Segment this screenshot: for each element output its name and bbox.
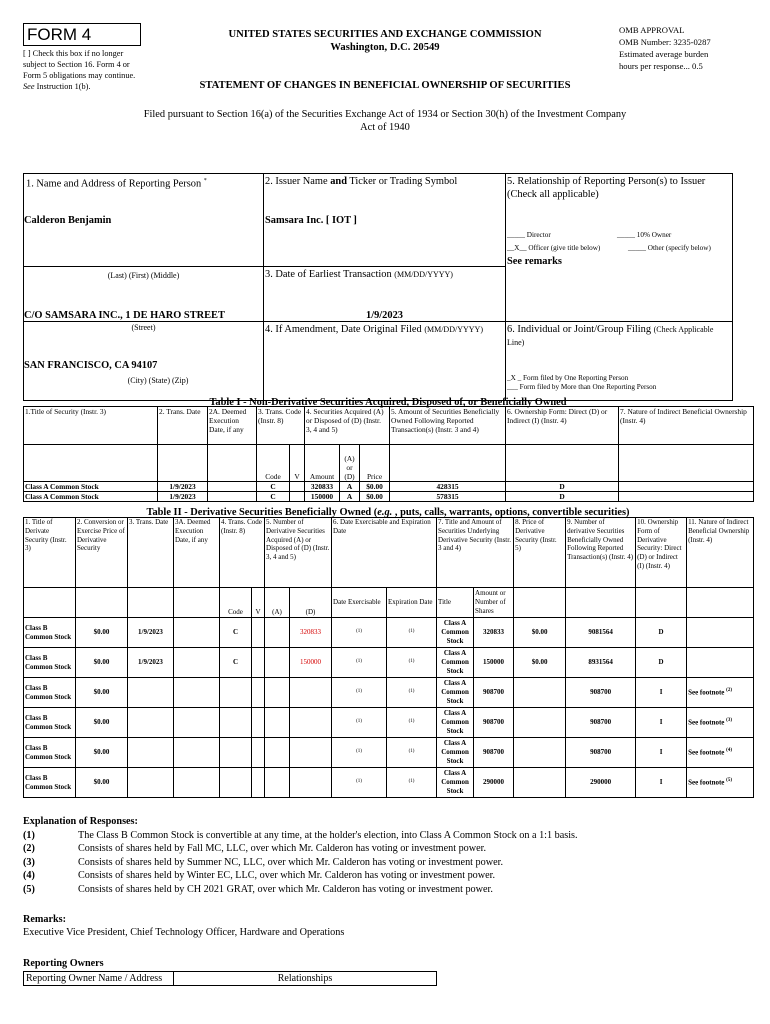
t2-r0-form: D — [636, 618, 687, 648]
box4-label — [265, 323, 483, 336]
t2-r0-ex: (1) — [332, 618, 387, 648]
t2-h5: 5. Number of Derivative Securities Acquired (A) or Disposed of (D) (Instr. 3, 4 and 5) — [265, 518, 332, 588]
table-row — [24, 618, 754, 648]
t1-r1-code: C — [257, 492, 290, 502]
footnote-text: The Class B Common Stock is convertible at any time, at the holder's election, into Class A Common Stock on a 1:1 basis. — [78, 829, 578, 841]
t2-r5-u-title: Class A Common Stock — [437, 768, 474, 798]
t1-h6: 6. Ownership Form: Direct (D) or Indirect (I) (Instr. 4) — [506, 407, 619, 445]
t2-r5-title: Class B Common Stock — [24, 768, 76, 798]
explanation-of-responses — [23, 815, 753, 897]
t1-r1-title: Class A Common Stock — [24, 492, 158, 502]
other-option[interactable]: _____ Other (specify below) — [628, 244, 711, 252]
table-row — [24, 678, 754, 708]
remarks-section — [23, 913, 723, 939]
footnote-text: Consists of shares held by Winter EC, LLC, over which Mr. Calderon has voting or investment power. — [78, 870, 496, 882]
t2-r0-code: C — [220, 618, 252, 648]
checkbox-note-text: [ ] Check this box if no longer subject to Section 16. Form 4 or Form 5 obligations may continue. — [23, 49, 136, 80]
t2-r1-nature — [687, 648, 754, 678]
box6-label-text: 6. Individual or Joint/Group Filing — [507, 324, 652, 335]
t2-h2: 2. Conversion or Exercise Price of Derivative Security — [76, 518, 128, 588]
filed-pursuant: Filed pursuant to Section 16(a) of the Securities Exchange Act of 1934 or Section 30(h) of the Investment Company Act of 1940 — [143, 109, 627, 133]
t2-r1-owned: 8931564 — [566, 648, 636, 678]
officer-option[interactable]: __X__ Officer (give title below) — [507, 244, 601, 252]
t1-r0-price: $0.00 — [360, 482, 390, 492]
t2-r2-nature-text: See footnote — [688, 688, 725, 697]
t1-r1-amount: 150000 — [305, 492, 340, 502]
t2-r5-price8 — [514, 768, 566, 798]
t2-r3-nature-text: See footnote — [688, 718, 725, 727]
t2-r2-date — [128, 678, 174, 708]
t2-r2-owned: 908700 — [566, 678, 636, 708]
remarks-title: Remarks: — [23, 914, 67, 925]
reporting-owner-col2: Relationships — [174, 972, 437, 986]
box5-label — [507, 175, 731, 201]
t2-r4-price8 — [514, 738, 566, 768]
t2-h11: 11. Nature of Indirect Beneficial Ownership (Instr. 4) — [687, 518, 754, 588]
t2-h3: 3. Trans. Date — [128, 518, 174, 588]
footnote-number: (3) — [23, 856, 35, 868]
t1-r1-ad: A — [340, 492, 360, 502]
reporting-owners-table — [23, 971, 437, 986]
table-row — [24, 492, 754, 502]
box2-label-a: 2. Issuer Name — [265, 176, 331, 187]
t2-sub-expiration: Expiration Date — [387, 588, 437, 618]
box2-label — [265, 175, 457, 188]
earliest-date: 1/9/2023 — [366, 310, 403, 321]
omb-approval — [619, 24, 769, 72]
t2-r0-u-amount: 320833 — [474, 618, 514, 648]
t2-r4-nature-footnote[interactable]: (4) — [726, 748, 733, 754]
t1-r0-ad: A — [340, 482, 360, 492]
box1-label — [26, 175, 207, 190]
footnote-row — [23, 883, 753, 897]
t1-r1-owned: 578315 — [390, 492, 506, 502]
t1-r0-owned: 428315 — [390, 482, 506, 492]
t2-r2-price: $0.00 — [76, 678, 128, 708]
footnote-text: Consists of shares held by CH 2021 GRAT, over which Mr. Calderon has voting or investment power. — [78, 883, 493, 895]
t1-sub-price: Price — [360, 445, 390, 482]
t2-r0-price8: $0.00 — [514, 618, 566, 648]
t1-r0-code: C — [257, 482, 290, 492]
t2-r1-form: D — [636, 648, 687, 678]
t2-r4-exp: (1) — [387, 738, 437, 768]
t2-r4-d — [290, 738, 332, 768]
t2-h7: 7. Title and Amount of Securities Underlying Derivative Security (Instr. 3 and 4) — [437, 518, 514, 588]
filing-more-persons[interactable]: ___ Form filed by More than One Reporting Person — [507, 383, 657, 391]
statement-title: STATEMENT OF CHANGES IN BENEFICIAL OWNERSHIP OF SECURITIES — [199, 80, 571, 91]
t2-r3-form: I — [636, 708, 687, 738]
form-label: FORM 4 — [23, 23, 141, 46]
box3-label — [265, 268, 453, 281]
t2-r1-exp: (1) — [387, 648, 437, 678]
footnote-row — [23, 869, 753, 883]
t2-sub-a: (A) — [265, 588, 290, 618]
omb-title: OMB APPROVAL — [619, 25, 685, 35]
see-remarks: See remarks — [507, 256, 562, 267]
t2-r5-form: I — [636, 768, 687, 798]
table-row — [24, 768, 754, 798]
t2-r4-date — [128, 738, 174, 768]
reporting-person-name: Calderon Benjamin — [24, 215, 112, 226]
box1-divider-1 — [23, 266, 264, 267]
footnote-number: (2) — [23, 843, 35, 855]
t2-r4-nature-text: See footnote — [688, 748, 725, 757]
t2-r0-nature — [687, 618, 754, 648]
reporting-owners-title: Reporting Owners — [23, 958, 104, 969]
t2-r1-price8: $0.00 — [514, 648, 566, 678]
checkbox-note-suffix: Instruction 1(b). — [34, 82, 91, 91]
t2-h8: 8. Price of Derivative Security (Instr. 5) — [514, 518, 566, 588]
box3-label-small: (MM/DD/YYYY) — [394, 270, 453, 279]
t2-r3-u-title: Class A Common Stock — [437, 708, 474, 738]
t2-r4-u-amount: 908700 — [474, 738, 514, 768]
t2-r5-nature-text: See footnote — [688, 778, 725, 787]
t2-r1-u-title: Class A Common Stock — [437, 648, 474, 678]
t2-r2-d — [290, 678, 332, 708]
box1-label-text: 1. Name and Address of Reporting Person — [26, 178, 202, 190]
t2-r1-d: 150000 — [290, 648, 332, 678]
sec-line2: Washington, D.C. 20549 — [330, 42, 440, 53]
box6-label-small: (Check Applicable Line) — [507, 325, 714, 347]
t2-r5-nature-footnote[interactable]: (5) — [726, 778, 733, 784]
t2-r2-price8 — [514, 678, 566, 708]
t2-r0-title: Class B Common Stock — [24, 618, 76, 648]
footnote-number: (5) — [23, 883, 35, 895]
footnote-text: Consists of shares held by Fall MC, LLC, over which Mr. Calderon has voting or investment power. — [78, 843, 487, 855]
t2-r4-owned: 908700 — [566, 738, 636, 768]
t2-r1-code: C — [220, 648, 252, 678]
table2-caption-eg: e.g. — [377, 507, 393, 518]
box2-label-b: Ticker or Trading Symbol — [346, 176, 458, 187]
t2-r5-price: $0.00 — [76, 768, 128, 798]
t2-r5-ex: (1) — [332, 768, 387, 798]
t2-r4-form: I — [636, 738, 687, 768]
footnote-row — [23, 842, 753, 856]
t2-r3-price8 — [514, 708, 566, 738]
t2-r2-title: Class B Common Stock — [24, 678, 76, 708]
t2-r3-date — [128, 708, 174, 738]
t2-r3-nature-footnote[interactable]: (3) — [726, 718, 733, 724]
table-row — [24, 648, 754, 678]
t1-r1-date: 1/9/2023 — [158, 492, 208, 502]
table2 — [23, 517, 754, 798]
t2-r4-code — [220, 738, 252, 768]
t2-r5-exp: (1) — [387, 768, 437, 798]
t2-r1-price: $0.00 — [76, 648, 128, 678]
ten-pct-owner-option[interactable]: _____ 10% Owner — [617, 231, 672, 239]
t2-h1: 1. Title of Derivate Security (Instr. 3) — [24, 518, 76, 588]
reporting-street: C/O SAMSARA INC., 1 DE HARO STREET — [24, 310, 225, 321]
box5-label-line2: (Check all applicable) — [507, 189, 599, 200]
t2-r1-ex: (1) — [332, 648, 387, 678]
t2-r0-date: 1/9/2023 — [128, 618, 174, 648]
t2-sub-title: Title — [437, 588, 474, 618]
table2-caption-a: Table II - Derivative Securities Beneficially Owned ( — [146, 507, 378, 518]
footnote-row — [23, 856, 753, 870]
box6-label — [507, 323, 731, 349]
t2-r2-nature — [687, 678, 754, 708]
t2-r2-nature-footnote[interactable]: (2) — [726, 688, 733, 694]
t2-r3-price: $0.00 — [76, 708, 128, 738]
t2-r4-ex: (1) — [332, 738, 387, 768]
t2-sub-amount: Amount or Number of Shares — [474, 588, 514, 618]
t1-r0-form: D — [506, 482, 619, 492]
table1 — [23, 406, 754, 502]
t2-r3-code — [220, 708, 252, 738]
t2-r2-code — [220, 678, 252, 708]
t1-r0-title: Class A Common Stock — [24, 482, 158, 492]
t2-r4-u-title: Class A Common Stock — [437, 738, 474, 768]
box1-label-mark: * — [203, 178, 207, 184]
table2-caption-b: , puts, calls, warrants, options, convertible securities) — [392, 507, 630, 518]
name-caption: (Last) (First) (Middle) — [107, 271, 180, 280]
box4-label-small: (MM/DD/YYYY) — [424, 325, 483, 334]
explanation-title: Explanation of Responses: — [23, 816, 138, 827]
t2-r4-price: $0.00 — [76, 738, 128, 768]
t2-r1-date: 1/9/2023 — [128, 648, 174, 678]
omb-burden2: hours per response... 0.5 — [619, 61, 703, 71]
t1-h7: 7. Nature of Indirect Beneficial Ownership (Instr. 4) — [619, 407, 754, 445]
t2-h3a: 3A. Deemed Execution Date, if any — [174, 518, 220, 588]
city-caption: (City) (State) (Zip) — [127, 376, 189, 385]
t2-r0-d: 320833 — [290, 618, 332, 648]
t2-sub-v: V — [252, 588, 265, 618]
t1-sub-code: Code — [257, 445, 290, 482]
sec-line1: UNITED STATES SECURITIES AND EXCHANGE COMMISSION — [228, 29, 542, 40]
t2-r5-u-amount: 290000 — [474, 768, 514, 798]
footnote-number: (1) — [23, 829, 35, 841]
table1-caption: Table I - Non-Derivative Securities Acquired, Disposed of, or Beneficially Owned — [209, 397, 567, 408]
t2-r3-u-amount: 908700 — [474, 708, 514, 738]
t1-h5: 5. Amount of Securities Beneficially Owned Following Reported Transaction(s) (Instr. 3 and 4) — [390, 407, 506, 445]
box5-label-line1: 5. Relationship of Reporting Person(s) to Issuer — [507, 176, 706, 187]
table-row — [24, 482, 754, 492]
checkbox-note-see: See — [23, 82, 35, 91]
t2-sub-exercisable: Date Exercisable — [332, 588, 387, 618]
director-option[interactable]: _____ Director — [507, 231, 551, 239]
t2-h6: 6. Date Exercisable and Expiration Date — [332, 518, 437, 588]
t1-r1-form: D — [506, 492, 619, 502]
t2-r0-price: $0.00 — [76, 618, 128, 648]
box4-label-text: 4. If Amendment, Date Original Filed — [265, 324, 422, 335]
filing-one-person[interactable]: _X _ Form filed by One Reporting Person — [507, 374, 629, 382]
t2-r2-u-title: Class A Common Stock — [437, 678, 474, 708]
street-caption: (Street) — [131, 323, 156, 332]
footnote-row — [23, 829, 753, 843]
t1-sub-amount: Amount — [305, 445, 340, 482]
t1-r1-price: $0.00 — [360, 492, 390, 502]
t2-r2-form: I — [636, 678, 687, 708]
t2-sub-d: (D) — [290, 588, 332, 618]
t2-h10: 10. Ownership Form of Derivative Security: Direct (D) or Indirect (I) (Instr. 4) — [636, 518, 687, 588]
t2-r4-title: Class B Common Stock — [24, 738, 76, 768]
t2-r0-owned: 9081564 — [566, 618, 636, 648]
t2-r3-d — [290, 708, 332, 738]
t2-r0-exp: (1) — [387, 618, 437, 648]
t2-r5-owned: 290000 — [566, 768, 636, 798]
remarks-text: Executive Vice President, Chief Technology Officer, Hardware and Operations — [23, 927, 345, 938]
t2-r4-nature — [687, 738, 754, 768]
reporting-city: SAN FRANCISCO, CA 94107 — [24, 360, 158, 371]
t2-r3-owned: 908700 — [566, 708, 636, 738]
t2-r3-nature — [687, 708, 754, 738]
t2-h4: 4. Trans. Code (Instr. 8) — [220, 518, 265, 588]
t2-r1-title: Class B Common Stock — [24, 648, 76, 678]
box1-divider-2 — [23, 321, 264, 322]
t1-h2: 2. Trans. Date — [158, 407, 208, 445]
t2-r1-u-amount: 150000 — [474, 648, 514, 678]
box3-label-text: 3. Date of Earliest Transaction — [265, 269, 392, 280]
t2-r5-d — [290, 768, 332, 798]
t2-sub-code: Code — [220, 588, 252, 618]
t1-h4: 4. Securities Acquired (A) or Disposed of (D) (Instr. 3, 4 and 5) — [305, 407, 390, 445]
t2-r3-exp: (1) — [387, 708, 437, 738]
table-row — [24, 738, 754, 768]
t2-r5-nature — [687, 768, 754, 798]
t1-r0-date: 1/9/2023 — [158, 482, 208, 492]
omb-burden1: Estimated average burden — [619, 49, 709, 59]
omb-number: OMB Number: 3235-0287 — [619, 37, 711, 47]
t2-r5-code — [220, 768, 252, 798]
t1-h1: 1.Title of Security (Instr. 3) — [24, 407, 158, 445]
t1-sub-v: V — [290, 445, 305, 482]
t2-r2-exp: (1) — [387, 678, 437, 708]
t1-r0-amount: 320833 — [305, 482, 340, 492]
footnote-number: (4) — [23, 870, 35, 882]
t2-h9: 9. Number of derivative Securities Beneficially Owned Following Reported Transaction(s) (Instr. 4) — [566, 518, 636, 588]
table-row — [24, 708, 754, 738]
t2-r5-date — [128, 768, 174, 798]
t1-h3: 3. Trans. Code (Instr. 8) — [257, 407, 305, 445]
box2-label-and: and — [330, 176, 347, 187]
footnote-text: Consists of shares held by Summer NC, LLC, over which Mr. Calderon has voting or investment power. — [78, 856, 503, 868]
t1-sub-aord: (A) or (D) — [340, 445, 360, 482]
issuer-name: Samsara Inc. [ IOT ] — [265, 215, 357, 226]
reporting-owner-col1: Reporting Owner Name / Address — [24, 972, 174, 986]
t1-h2a: 2A. Deemed Execution Date, if any — [208, 407, 257, 445]
t2-r3-title: Class B Common Stock — [24, 708, 76, 738]
t2-r2-u-amount: 908700 — [474, 678, 514, 708]
t2-r0-u-title: Class A Common Stock — [437, 618, 474, 648]
t2-r2-ex: (1) — [332, 678, 387, 708]
sec-title — [170, 28, 600, 54]
t2-r3-ex: (1) — [332, 708, 387, 738]
